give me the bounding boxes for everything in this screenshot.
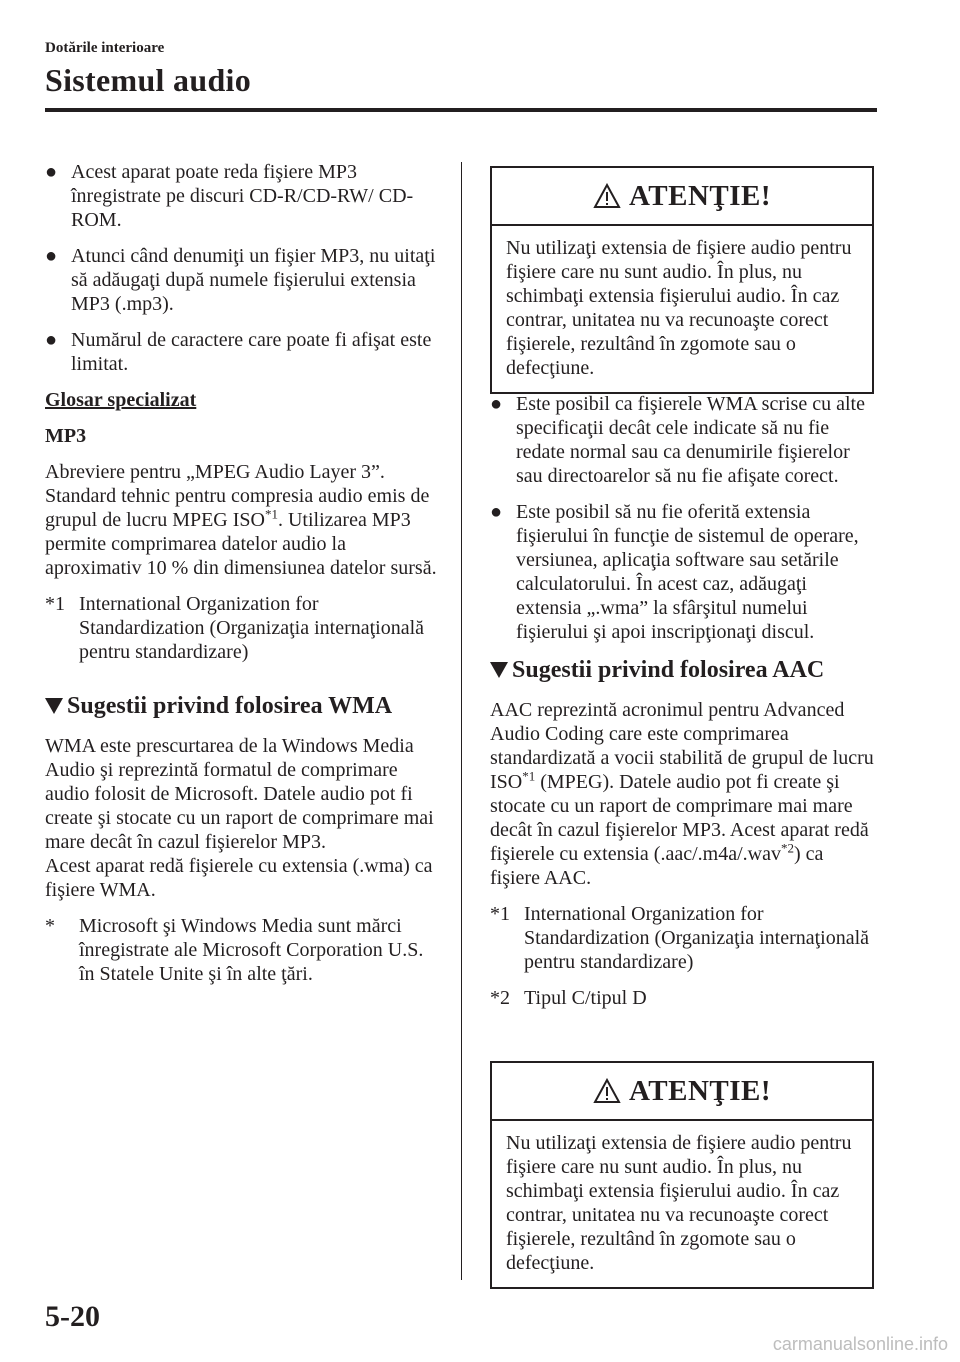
footnote-mark: * bbox=[45, 915, 55, 937]
caution-box bbox=[490, 1061, 874, 1289]
glossary-heading: Glosar specializat bbox=[45, 389, 197, 411]
bullet-icon: ● bbox=[490, 393, 503, 415]
mp3-definition: Abreviere pentru „MPEG Audio Layer 3”. Standard tehnic pentru compresia audio emis de grupul de lucru MPEG ISO$^{*1}$. Utilizarea MP3 permite comprimarea datelor audio la aproximativ 10 % din dimensiunea datelor sursă. bbox=[45, 461, 437, 579]
wma-paragraph-2: Acest aparat redă fişierele cu extensia (.wma) ca fişiere WMA. bbox=[45, 855, 433, 901]
glossary-term: MP3 bbox=[45, 425, 87, 447]
footnote-mark: *1 bbox=[490, 903, 510, 925]
footnote-ref: *2 bbox=[780, 840, 794, 856]
section-label: Dotările interioare bbox=[45, 40, 165, 56]
caution-box bbox=[490, 166, 874, 394]
column-divider bbox=[461, 162, 462, 1280]
warning-icon bbox=[593, 1078, 621, 1104]
triangle-down-icon bbox=[490, 662, 508, 678]
caution-text: Nu utilizaţi extensia de fişiere audio pentru fişiere care nu sunt audio. În plus, nu schimbaţi extensia fişierului audio. În caz contrar, unitatea nu va recunoaşte corect fişierele, rezultând în zgomote sau o defecţiune. bbox=[506, 237, 852, 379]
bullet-icon: ● bbox=[490, 501, 503, 523]
bullet-text: Este posibil ca fişierele WMA scrise cu alte specificaţii decât cele indicate să nu fie redate normal sau ca denumirile fişierelor sau directoarelor să nu fie afişate corect. bbox=[516, 393, 865, 487]
footnote-ref: *1 bbox=[522, 768, 536, 784]
aac-paragraph: AAC reprezintă acronimul pentru Advanced Audio Coding care este comprimarea standardizată a vocii stabilită de grupul de lucru ISO$^{*1}$ (MPEG). Datele audio pot fi create şi stocate cu un raport de comprimare mai mare decât în cazul fişierelor MP3. Acest aparat redă fişierele cu extensia (.aac/.m4a/.wav$^{*2}$) ca fişiere AAC. bbox=[490, 699, 874, 889]
footnote-text: Microsoft şi Windows Media sunt mărci înregistrate ale Microsoft Corporation U.S. în Statele Unite şi în alte ţări. bbox=[79, 915, 424, 985]
caution-header bbox=[492, 168, 872, 226]
right-column bbox=[490, 392, 876, 1022]
wma-heading: Sugestii privind folosirea WMA bbox=[45, 692, 440, 720]
list-item bbox=[45, 244, 440, 316]
wma-paragraph: WMA este prescurtarea de la Windows Media Audio şi reprezintă formatul de comprimare audio folosit de Microsoft. Datele audio pot fi create şi stocate cu un raport de comprimare mai mare decât în cazul fişierelor MP3. bbox=[45, 735, 434, 853]
footnote-mark: *1 bbox=[45, 593, 65, 615]
bullet-icon: ● bbox=[45, 245, 58, 267]
bullet-icon: ● bbox=[45, 161, 58, 183]
footnote bbox=[490, 986, 876, 1010]
footnote-ref: *1 bbox=[264, 506, 278, 522]
footnote-mark: *2 bbox=[490, 987, 510, 1009]
footnote bbox=[45, 914, 440, 986]
bullet-text: Atunci când denumiţi un fişier MP3, nu uitaţi să adăugaţi după numele fişierului extensia MP3 (.mp3). bbox=[71, 245, 436, 315]
aac-heading: Sugestii privind folosirea AAC bbox=[490, 656, 876, 684]
caution-text: Nu utilizaţi extensia de fişiere audio pentru fişiere care nu sunt audio. În plus, nu schimbaţi extensia fişierului audio. În caz contrar, unitatea nu va recunoaşte corect fişierele, rezultând în zgomote sau o defecţiune. bbox=[506, 1132, 852, 1274]
bullet-icon: ● bbox=[45, 329, 58, 351]
watermark: carmanualsonline.info bbox=[772, 1334, 948, 1354]
caution-title: ATENŢIE! bbox=[628, 179, 772, 212]
list-item bbox=[490, 500, 876, 644]
list-item bbox=[45, 328, 440, 376]
caution-title: ATENŢIE! bbox=[628, 1074, 772, 1107]
footnote-text: International Organization for Standardization (Organizaţia internaţională pentru standardizare) bbox=[524, 903, 870, 973]
caution-header bbox=[492, 1063, 872, 1121]
bullet-text: Este posibil să nu fie oferită extensia fişierului în funcţie de sistemul de operare, versiunea, aplicaţia software sau setările calculatorului. În acest caz, adăugaţi extensia „.wma” la sfârşitul numelui fişierului şi apoi inscripţionaţi discul. bbox=[516, 501, 859, 643]
left-column bbox=[45, 160, 440, 998]
footnote bbox=[45, 592, 440, 664]
bullet-text: Acest aparat poate reda fişiere MP3 înregistrate pe discuri CD-R/CD-RW/ CD-ROM. bbox=[71, 161, 414, 231]
bullet-text: Numărul de caractere care poate fi afişat este limitat. bbox=[71, 329, 432, 375]
page-title: Sistemul audio bbox=[45, 62, 252, 98]
warning-icon bbox=[593, 183, 621, 209]
title-rule bbox=[45, 108, 877, 112]
page-number: 5-20 bbox=[45, 1300, 100, 1333]
list-item bbox=[490, 392, 876, 488]
list-item bbox=[45, 160, 440, 232]
footnote bbox=[490, 902, 876, 974]
footnote-text: Tipul C/tipul D bbox=[524, 987, 647, 1009]
triangle-down-icon bbox=[45, 698, 63, 714]
footnote-text: International Organization for Standardization (Organizaţia internaţională pentru standardizare) bbox=[79, 593, 425, 663]
